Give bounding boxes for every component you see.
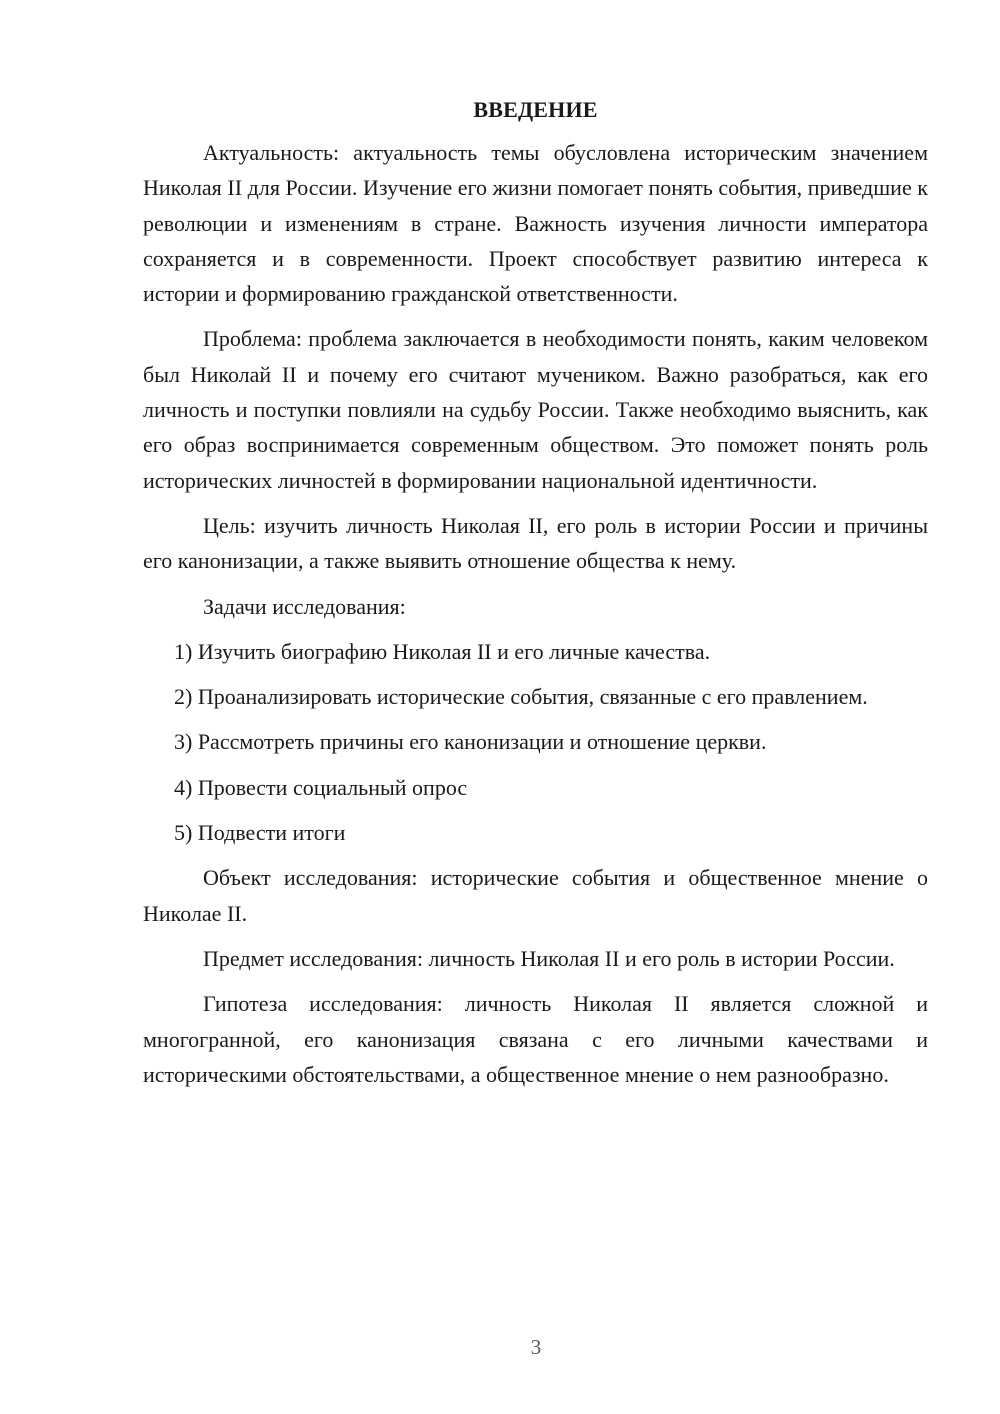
tasks-heading: Задачи исследования: <box>203 593 406 619</box>
page-body <box>143 92 928 1102</box>
relevance-paragraph: Актуальность: актуальность темы обусловлена историческим значением Николая II для России. Изучение его жизни помогает понять события, приведшие к революции и изменениям в стране. Важность изучения личности императора сохраняется и в современности. Проект способствует развитию интереса к истории и формированию гражданской ответственности. <box>143 140 928 307</box>
task-item-4: 4) Провести социальный опрос <box>174 774 468 800</box>
page-title: ВВЕДЕНИЕ <box>473 97 598 122</box>
problem-paragraph: Проблема: проблема заключается в необходимости понять, каким человеком был Николай II и почему его считают мучеником. Важно разобраться, как его личность и поступки повлияли на судьбу России. Также необходимо выяснить, как его образ воспринимается современным обществом. Это поможет понять роль исторических личностей в формировании национальной идентичности. <box>143 326 928 493</box>
task-item-1: 1) Изучить биографию Николая II и его личные качества. <box>174 638 711 664</box>
task-item-2: 2) Проанализировать исторические события, связанные с его правлением. <box>174 684 868 710</box>
page-number: 3 <box>530 1335 542 1359</box>
goal-paragraph: Цель: изучить личность Николая II, его роль в истории России и причины его канонизации, а также выявить отношение общества к нему. <box>143 512 928 574</box>
hypothesis-paragraph: Гипотеза исследования: личность Николая II является сложной и многогранной, его канонизация связана с его личными качествами и историческими обстоятельствами, а общественное мнение о нем разнообразно. <box>143 991 928 1087</box>
task-item-5: 5) Подвести итоги <box>174 820 346 846</box>
object-paragraph: Объект исследования: исторические события и общественное мнение о Николае II. <box>143 865 928 926</box>
subject-paragraph: Предмет исследования: личность Николая II и его роль в истории России. <box>203 945 895 971</box>
task-item-3: 3) Рассмотреть причины его канонизации и отношение церкви. <box>174 729 767 755</box>
